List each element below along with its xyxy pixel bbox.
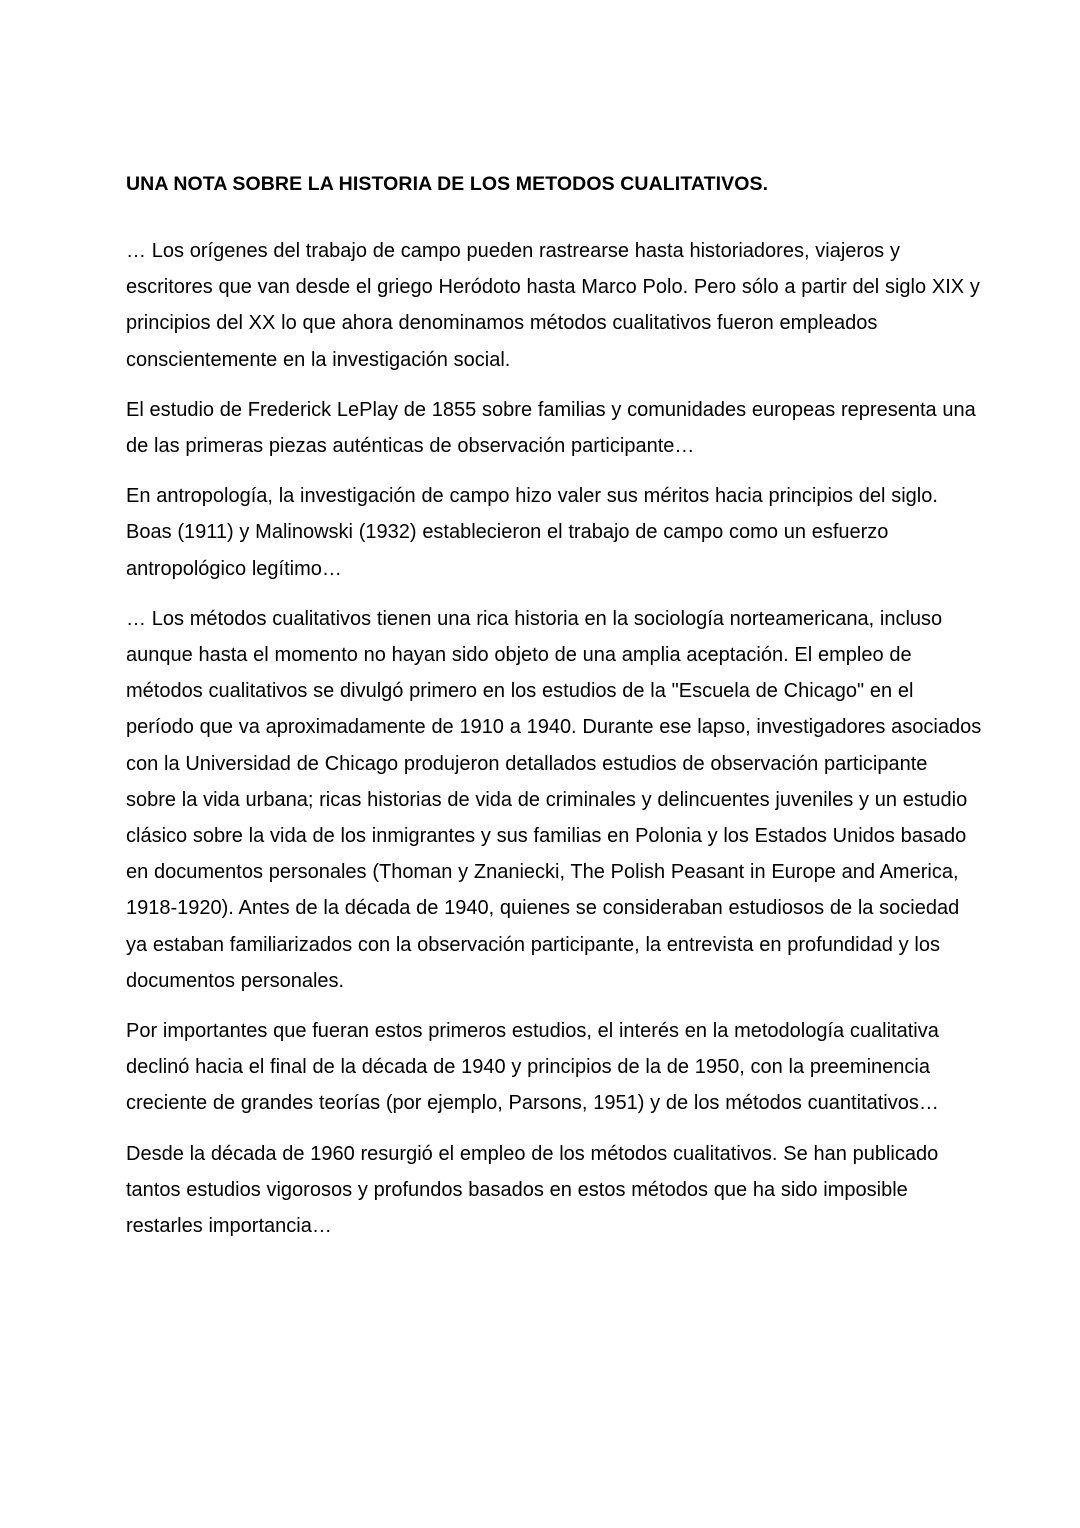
paragraph-antropologia-boas-malinowski: En antropología, la investigación de campo hizo valer sus méritos hacia principios del siglo. Boas (1911) y Malinowski (1932) establecieron el trabajo de campo como un esfuerzo antropológico legítimo… xyxy=(126,485,938,580)
paragraph-declive-1940-1950: Por importantes que fueran estos primeros estudios, el interés en la metodología cualitativa declinó hacia el final de la década de 1940 y principios de la de 1950, con la preeminencia creciente de grandes teorías (por ejemplo, Parsons, 1951) y de los métodos cuantitativos… xyxy=(126,1020,939,1115)
paragraph-origenes-trabajo-de-campo: … Los orígenes del trabajo de campo pueden rastrearse hasta historiadores, viajeros y escritores que van desde el griego Heródoto hasta Marco Polo. Pero sólo a partir del siglo XIX y principios del XX lo que ahora denominamos métodos cualitativos fueron empleados conscientemente en la investigación social. xyxy=(126,240,980,371)
paragraph-escuela-de-chicago: … Los métodos cualitativos tienen una rica historia en la sociología norteamericana, incluso aunque hasta el momento no hayan sido objeto de una amplia aceptación. El empleo de métodos cualitativos se divulgó primero en los estudios de la "Escuela de Chicago" en el período que va aproximadamente de 1910 a 1940. Durante ese lapso, investigadores asociados con la Universidad de Chicago produjeron detallados estudios de observación participante sobre la vida urbana; ricas historias de vida de criminales y delincuentes juveniles y un estudio clásico sobre la vida de los inmigrantes y sus familias en Polonia y los Estados Unidos basado en documentos personales (Thoman y Znaniecki, The Polish Peasant in Europe and America, 1918-1920). Antes de la década de 1940, quienes se consideraban estudiosos de la sociedad ya estaban familiarizados con la observación participante, la entrevista en profundidad y los documentos personales. xyxy=(126,607,982,992)
document-body xyxy=(126,171,982,1244)
paragraph-leplay-1855: El estudio de Frederick LePlay de 1855 sobre familias y comunidades europeas representa una de las primeras piezas auténticas de observación participante… xyxy=(126,398,976,458)
document-title: UNA NOTA SOBRE LA HISTORIA DE LOS METODOS CUALITATIVOS. xyxy=(126,173,769,195)
paragraph-resurgimiento-1960: Desde la década de 1960 resurgió el empleo de los métodos cualitativos. Se han publicado tantos estudios vigorosos y profundos basados en estos métodos que ha sido imposible restarles importancia… xyxy=(126,1142,939,1238)
